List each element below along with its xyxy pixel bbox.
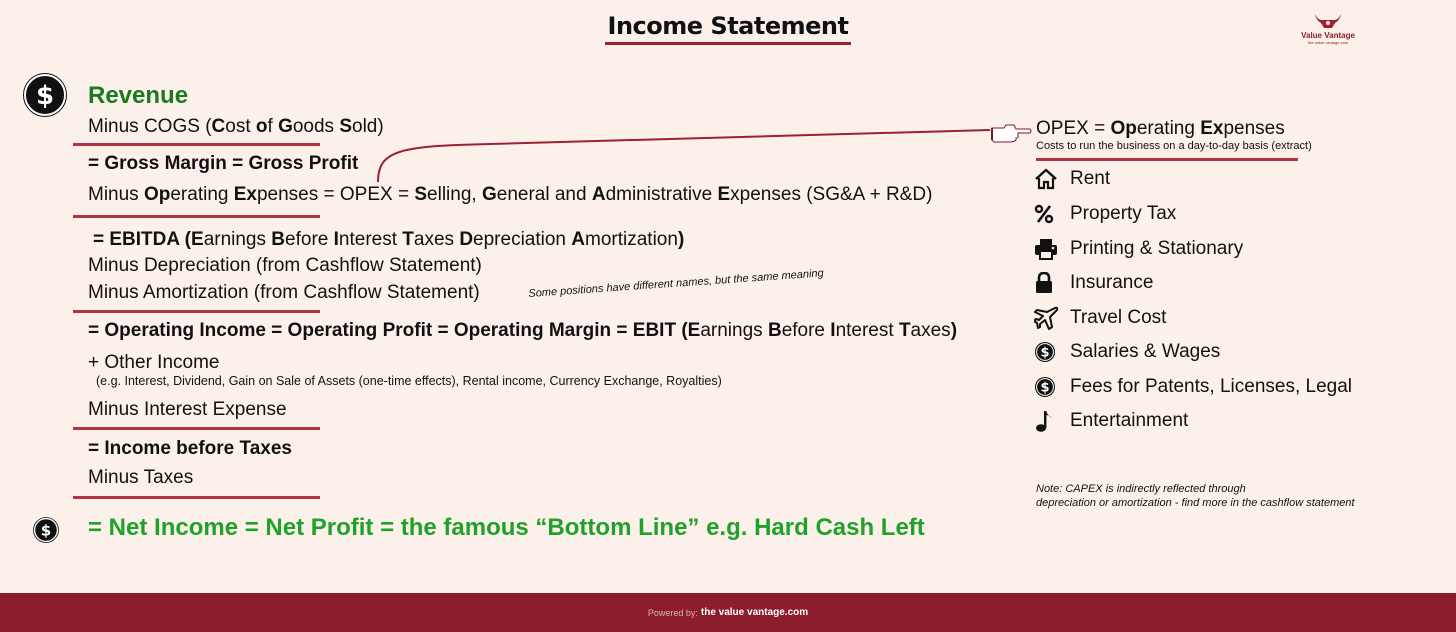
dollar-icon bbox=[1034, 339, 1062, 365]
other-income-line: + Other Income bbox=[88, 352, 220, 373]
airplane-icon bbox=[1034, 305, 1062, 331]
bull-logo-icon bbox=[1313, 12, 1343, 30]
printer-icon bbox=[1034, 236, 1062, 262]
brand-logo bbox=[1296, 12, 1360, 45]
opex-item-fees: $ Fees for Patents, Licenses, Legal bbox=[1034, 374, 1352, 400]
brand-name: Value Vantage bbox=[1301, 31, 1355, 40]
cogs-line: Minus COGS (Cost of Goods Sold) bbox=[88, 116, 384, 137]
divider bbox=[73, 427, 320, 430]
dollar-icon bbox=[33, 517, 59, 548]
divider bbox=[73, 496, 320, 499]
gross-profit-line: = Gross Margin = Gross Profit bbox=[88, 153, 359, 174]
net-income-line: = Net Income = Net Profit = the famous “Bottom Line” e.g. Hard Cash Left bbox=[88, 514, 925, 541]
svg-text:$: $ bbox=[1040, 380, 1050, 396]
opex-item-salaries: $ Salaries & Wages bbox=[1034, 339, 1220, 365]
footer bbox=[0, 593, 1456, 632]
opex-line: Minus Operating Expenses = OPEX = Selling, General and Administrative Expenses (SG&A + R&D) bbox=[88, 184, 933, 205]
title-underline bbox=[605, 42, 851, 45]
dollar-icon bbox=[23, 73, 67, 122]
connector-line bbox=[370, 120, 1040, 190]
divider bbox=[73, 310, 320, 313]
powered-by-label: Powered by: bbox=[647, 607, 698, 618]
capex-note: Note: CAPEX is indirectly reflected through depreciation or amortization - find more in the cashflow statement bbox=[1036, 483, 1355, 509]
music-note-icon bbox=[1034, 408, 1062, 434]
svg-text:$: $ bbox=[1040, 345, 1050, 361]
income-before-taxes-line: = Income before Taxes bbox=[88, 438, 292, 459]
svg-text:$: $ bbox=[35, 81, 55, 111]
operating-income-line: = Operating Income = Operating Profit = Operating Margin = EBIT (Earnings Before Interest Taxes) bbox=[88, 320, 958, 341]
dollar-icon bbox=[1034, 374, 1062, 400]
aside-note: Some positions have different names, but the same meaning bbox=[528, 267, 825, 300]
other-income-note: (e.g. Interest, Dividend, Gain on Sale of Assets (one-time effects), Rental income, Currency Exchange, Royalties) bbox=[96, 374, 722, 388]
opex-underline bbox=[1036, 158, 1298, 161]
interest-line: Minus Interest Expense bbox=[88, 399, 287, 420]
home-icon bbox=[1034, 166, 1062, 192]
lock-icon bbox=[1034, 270, 1062, 296]
ebitda-line: = EBITDA (Earnings Before Interest Taxes Depreciation Amortization) bbox=[93, 229, 685, 250]
divider bbox=[73, 143, 320, 146]
opex-item-travel: Travel Cost bbox=[1034, 305, 1166, 331]
taxes-line: Minus Taxes bbox=[88, 467, 194, 488]
opex-item-rent: Rent bbox=[1034, 166, 1110, 192]
percent-icon bbox=[1034, 201, 1062, 227]
opex-item-property-tax: Property Tax bbox=[1034, 201, 1176, 227]
revenue-heading: Revenue bbox=[88, 82, 189, 109]
footer-site-link[interactable]: the value vantage.com bbox=[700, 607, 809, 618]
opex-title: OPEX = Operating Expenses bbox=[1036, 118, 1285, 139]
amortization-line: Minus Amortization (from Cashflow Statement) bbox=[88, 282, 480, 303]
page-title: Income Statement bbox=[607, 12, 849, 40]
opex-item-printing: Printing & Stationary bbox=[1034, 236, 1243, 262]
opex-item-insurance: Insurance bbox=[1034, 270, 1153, 296]
opex-subtitle: Costs to run the business on a day-to-day basis (extract) bbox=[1036, 140, 1312, 152]
pointing-hand-icon bbox=[990, 122, 1032, 149]
divider bbox=[73, 215, 320, 218]
brand-url: the value vantage.com bbox=[1307, 40, 1349, 45]
depreciation-line: Minus Depreciation (from Cashflow Statement) bbox=[88, 255, 482, 276]
opex-item-entertainment: Entertainment bbox=[1034, 408, 1188, 434]
svg-text:$: $ bbox=[40, 521, 52, 540]
